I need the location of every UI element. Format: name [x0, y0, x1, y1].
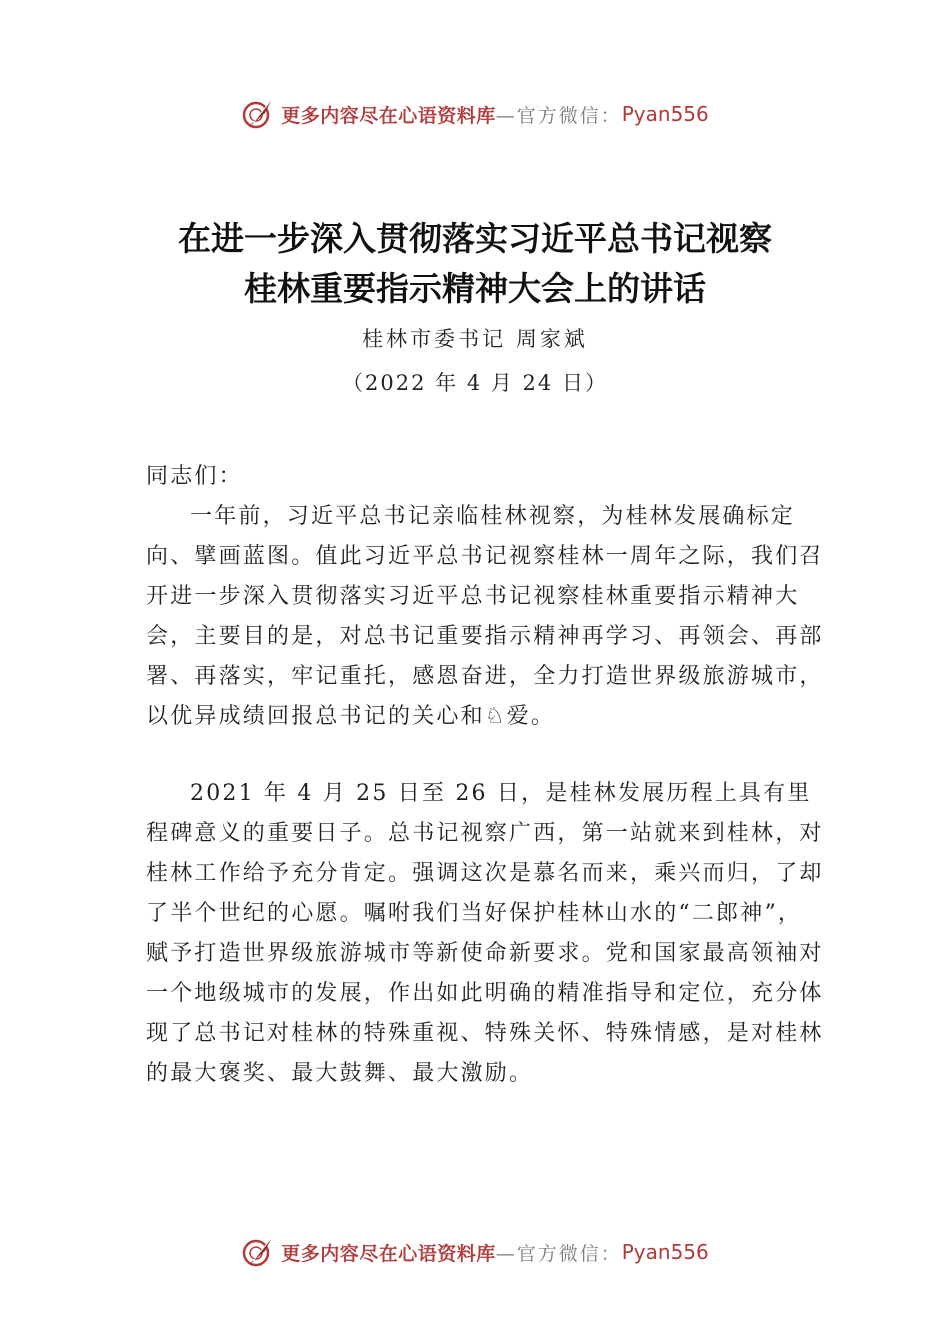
watermark-wechat-id: Pyan556 [621, 1240, 709, 1264]
footer-watermark [0, 1232, 950, 1272]
watermark-sub-text: —官方微信： [495, 104, 622, 127]
date-line: （2022 年 4 月 24 日） [342, 371, 608, 395]
watermark-sub-text: —官方微信： [495, 1242, 622, 1265]
quill-logo-icon [241, 1235, 275, 1269]
document-title [0, 214, 950, 314]
paragraph-text: 一年前，习近平总书记亲临桂林视察，为桂林发展确标定向、擘画蓝图。值此习近平总书记视察桂林一周年之际，我们召开进一步深入贯彻落实习近平总书记视察桂林重要指示精神大会，主要目的是，对总书记重要指示精神再学习、再领会、再部署、再落实，牢记重托，感恩奋进，全力打造世界级旅游城市，以优异成绩回报总书记的关心和♘爱。 [146, 504, 824, 729]
title-line-2: 桂林重要指示精神大会上的讲话 [244, 269, 706, 308]
paragraph-text: 2021 年 4 月 25 日至 26 日，是桂林发展历程上具有里程碑意义的重要日子。总书记视察广西，第一站就来到桂林，对桂林工作给予充分肯定。强调这次是慕名而来，乘兴而归，了却了半个世纪的心愿。嘱咐我们当好保护桂林山水的“二郎神”，赋予打造世界级旅游城市等新使命新要求。党和国家最高领袖对一个地级城市的发展，作出如此明确的精准指导和定位，充分体现了总书记对桂林的特殊重视、特殊关怀、特殊情感，是对桂林的最大褒奖、最大鼓舞、最大激励。 [146, 781, 824, 1086]
salutation: 同志们： [146, 464, 243, 489]
paragraph-1 [146, 497, 826, 737]
paragraph-2 [146, 774, 826, 1094]
quill-logo-icon [241, 97, 275, 131]
watermark-main-text: 更多内容尽在心语资料库 [281, 1242, 496, 1265]
author-line: 桂林市委书记 周家斌 [362, 327, 588, 351]
watermark-main-text: 更多内容尽在心语资料库 [281, 104, 496, 127]
header-watermark [0, 94, 950, 134]
watermark-wechat-id: Pyan556 [621, 102, 709, 126]
title-line-1: 在进一步深入贯彻落实习近平总书记视察 [178, 219, 772, 258]
